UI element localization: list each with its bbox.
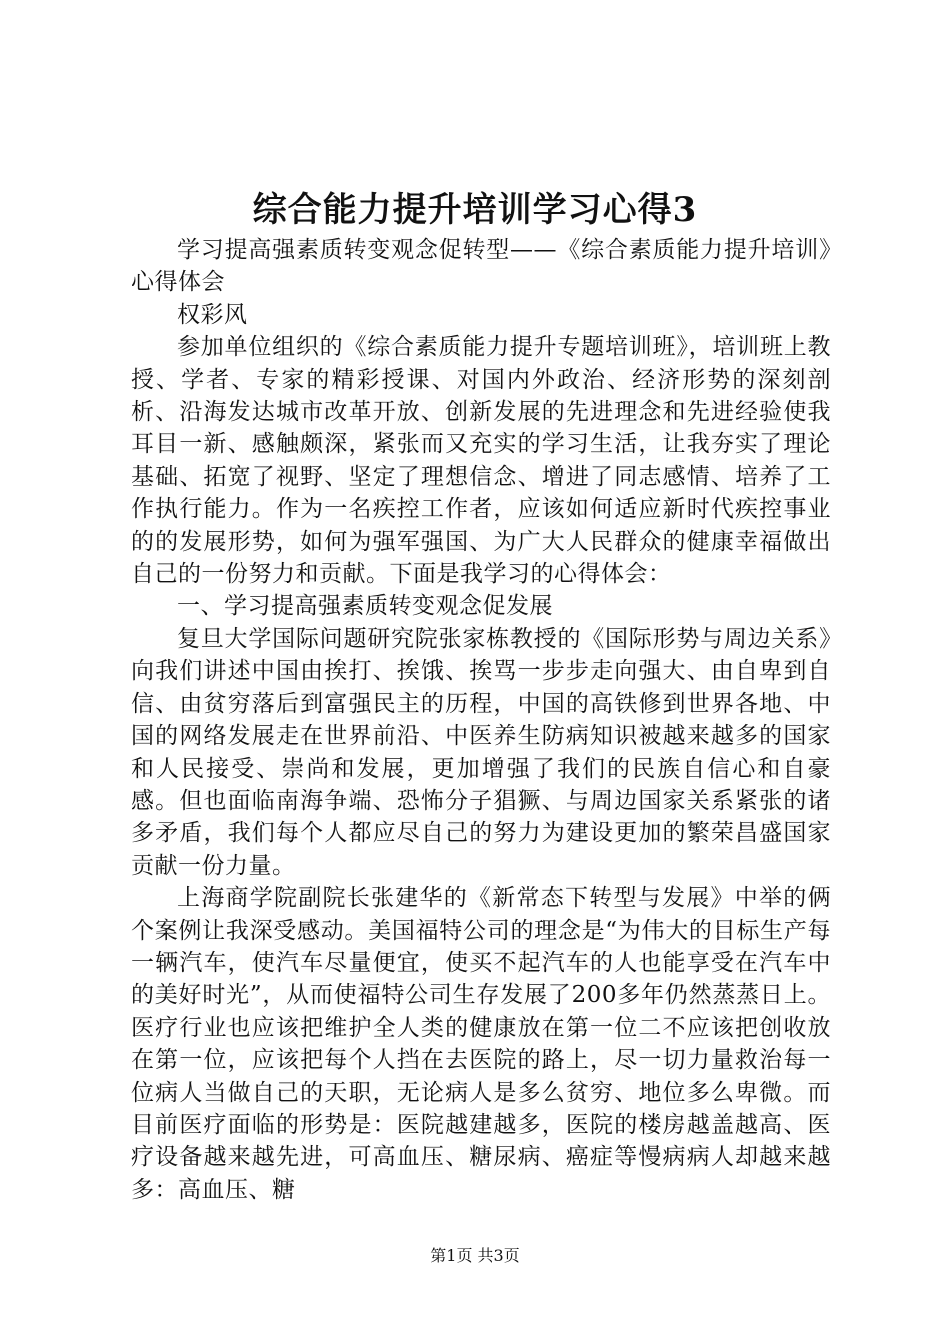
- body-paragraph: 参加单位组织的《综合素质能力提升专题培训班》，培训班上教授、学者、专家的精彩授课、对国内外政治、经济形势的深刻剖析、沿海发达城市改革开放、创新发展的先进理念和先进经验使我耳目一新、感触颇深，紧张而又充实的学习生活，让我夯实了理论基础、拓宽了视野、坚定了理想信念、增进了同志感情、培养了工作执行能力。作为一名疾控工作者，应该如何适应新时代疾控事业的的发展形势，如何为强军强国、为广大人民群众的健康幸福做出自己的一份努力和贡献。下面是我学习的心得体会：: [131, 334, 831, 588]
- body-paragraph: 上海商学院副院长张建华的《新常态下转型与发展》中举的俩个案例让我深受感动。美国福特公司的理念是“为伟大的目标生产每一辆汽车，使汽车尽量便宜，使买不起汽车的人也能享受在汽车中的美好时光”，从而使福特公司生存发展了200多年仍然蒸蒸日上。医疗行业也应该把维护全人类的健康放在第一位二不应该把创收放在第一位，应该把每个人挡在去医院的路上，尽一切力量救治每一位病人当做自己的天职，无论病人是多么贫穷、地位多么卑微。而目前医疗面临的形势是：医院越建越多，医院的楼房越盖越高、医疗设备越来越先进，可高血压、糖尿病、癌症等慢病病人却越来越多：高血压、糖: [131, 885, 831, 1203]
- page-footer: 第1页 共3页: [430, 1246, 520, 1265]
- section-heading: 一、学习提高强素质转变观念促发展: [177, 593, 553, 620]
- document-title: 综合能力提升培训学习心得3: [252, 190, 698, 230]
- document-body: [131, 234, 831, 1206]
- subtitle-paragraph: 学习提高强素质转变观念促转型——《综合素质能力提升培训》心得体会: [131, 237, 831, 296]
- body-paragraph: 复旦大学国际问题研究院张家栋教授的《国际形势与周边关系》向我们讲述中国由挨打、挨饿、挨骂一步步走向强大、由自卑到自信、由贫穷落后到富强民主的历程，中国的高铁修到世界各地、中国的网络发展走在世界前沿、中医养生防病知识被越来越多的国家和人民接受、崇尚和发展，更加增强了我们的民族自信心和自豪感。但也面临南海争端、恐怖分子猖獗、与周边国家关系紧张的诸多矛盾，我们每个人都应尽自己的努力为建设更加的繁荣昌盛国家贡献一份力量。: [131, 625, 831, 879]
- author-line: 权彩风: [177, 301, 248, 328]
